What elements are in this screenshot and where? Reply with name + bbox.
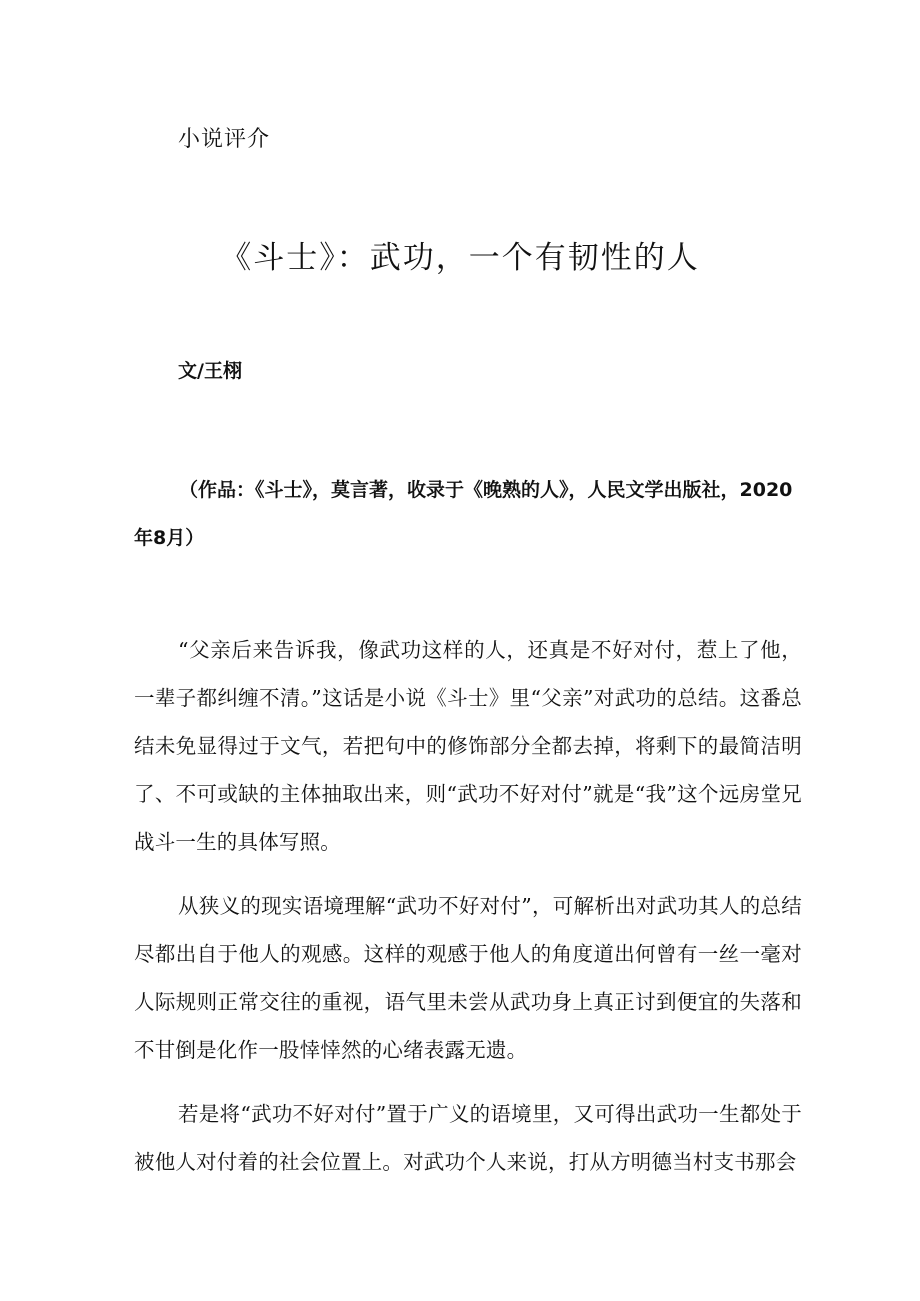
article-body: [134, 626, 802, 1202]
paragraph-1: “父亲后来告诉我，像武功这样的人，还真是不好对付，惹上了他，一辈子都纠缠不清。”这话是小说《斗士》里“父亲”对武功的总结。这番总结未免显得过于文气，若把句中的修饰部分全都去掉，将剩下的最简洁明了、不可或缺的主体抽取出来，则“武功不好对付”就是“我”这个远房堂兄战斗一生的具体写照。: [134, 638, 802, 854]
section-category: 小说评介: [178, 127, 271, 152]
article-title: 《斗士》：武功，一个有韧性的人: [220, 240, 700, 276]
paragraph-3: 若是将“武功不好对付”置于广义的语境里，又可得出武功一生都处于被他人对付着的社会位置上。对武功个人来说，打从方明德当村支书那会: [134, 1102, 802, 1174]
paragraph-2: 从狭义的现实语境理解“武功不好对付”，可解析出对武功其人的总结尽都出自于他人的观感。这样的观感于他人的角度道出何曾有一丝一毫对人际规则正常交往的重视，语气里未尝从武功身上真正讨到便宜的失落和不甘倒是化作一股悻悻然的心绪表露无遗。: [134, 894, 802, 1062]
author-byline: 文/王栩: [178, 360, 242, 382]
work-info: （作品：《斗士》，莫言著，收录于《晚熟的人》，人民文学出版社，2020年8月）: [134, 479, 793, 549]
